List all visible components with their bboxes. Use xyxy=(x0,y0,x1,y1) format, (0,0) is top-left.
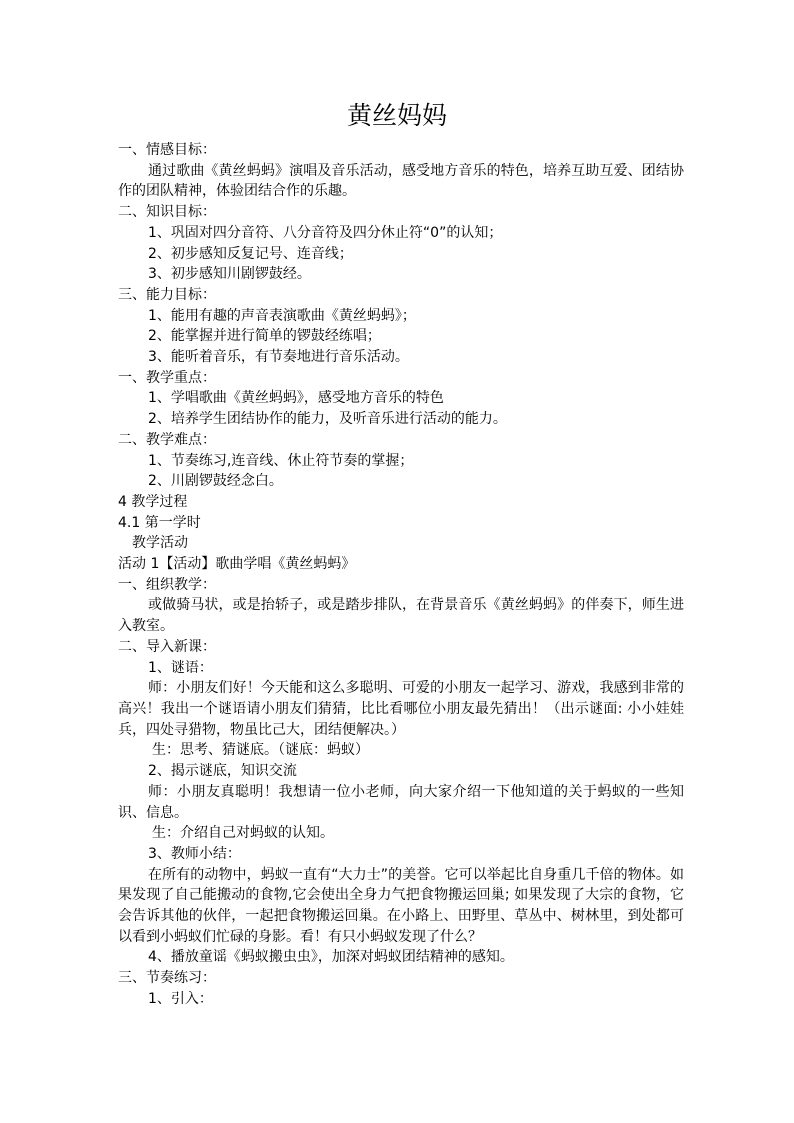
paragraph-ant-summary: 在所有的动物中，蚂蚁一直有“大力士”的美誉。它可以举起比自身重几千倍的物体。如果发现了自己能搬动的食物,它会使出全身力气把食物搬运回巢; 如果发现了大宗的食物，它会告诉其他的伙伴，一起把食物搬运回巢。在小路上、田野里、草丛中、树林里，到处都可以看到小蚂蚁们忙碌的身影。看！有只小蚂蚁发现了什么？ xyxy=(118,866,684,945)
list-item-ability-1: 1、能用有趣的声音表演歌曲《黄丝蚂蚂》； xyxy=(148,307,416,324)
paragraph-organize: 或做骑马状，或是抬轿子，或是踏步排队，在背景音乐《黄丝蚂蚂》的伴奏下，师生进入教室。 xyxy=(118,597,684,635)
subheading-teacher-summary: 3、教师小结： xyxy=(148,845,241,862)
list-item-knowledge-3: 3、初步感知川剧锣鼓经。 xyxy=(148,266,311,283)
section-heading-emotion-goals: 一、情感目标： xyxy=(118,142,216,158)
paragraph-teacher-riddle: 师：小朋友们好！今天能和这么多聪明、可爱的小朋友一起学习、游戏，我感到非常的高兴！我出一个谜语请小朋友们猜猜，比比看哪位小朋友最先猜出！（出示谜面: 小小娃娃兵，四处寻猎物，物虽比己大，团结便解决。） xyxy=(118,680,684,738)
section-heading-knowledge-goals: 二、知识目标： xyxy=(118,204,216,221)
section-heading-rhythm-practice: 三、节奏练习： xyxy=(118,970,216,987)
subheading-reveal: 2、揭示谜底，知识交流 xyxy=(148,763,297,780)
paragraph-emotion-goals: 通过歌曲《黄丝蚂蚂》演唱及音乐活动，感受地方音乐的特色，培养互助互爱、团结协作的团队精神，体验团结合作的乐趣。 xyxy=(118,162,684,200)
list-item-difficulty-1: 1、节奏练习,连音线、休止符节奏的掌握； xyxy=(148,452,414,469)
list-item-key-point-1: 1、学唱歌曲《黄丝蚂蚂》，感受地方音乐的特色 xyxy=(148,390,444,407)
section-heading-introduction: 二、导入新课： xyxy=(118,638,216,655)
subheading-riddle: 1、谜语： xyxy=(148,659,213,676)
list-item-ability-3: 3、能听着音乐，有节奏地进行音乐活动。 xyxy=(148,349,409,366)
heading-teaching-activity: 教学活动 xyxy=(132,535,188,552)
section-heading-difficulties: 二、教学难点： xyxy=(118,431,216,448)
paragraph-student-guess: 生：思考、猜谜底。（谜底：蚂蚁） xyxy=(152,742,369,759)
document-body xyxy=(118,140,684,1010)
list-item-play-song: 4、播放童谣《蚂蚁搬虫虫》，加深对蚂蚁团结精神的感知。 xyxy=(148,949,514,966)
section-heading-ability-goals: 三、能力目标： xyxy=(118,286,216,303)
section-heading-key-points: 一、教学重点： xyxy=(118,369,216,386)
list-item-ability-2: 2、能掌握并进行简单的锣鼓经练唱； xyxy=(148,328,381,345)
paragraph-student-intro: 生：介绍自己对蚂蚁的认知。 xyxy=(152,825,334,842)
list-item-knowledge-1: 1、巩固对四分音符、八分音符及四分休止符“0”的认知； xyxy=(148,224,503,241)
list-item-knowledge-2: 2、初步感知反复记号、连音线； xyxy=(148,245,353,262)
heading-first-lesson: 4.1 第一学时 xyxy=(118,514,201,531)
subheading-lead-in: 1、引入： xyxy=(148,990,213,1007)
document-title: 黄丝妈妈 xyxy=(346,101,447,130)
list-item-difficulty-2: 2、川剧锣鼓经念白。 xyxy=(148,473,283,490)
paragraph-teacher-praise: 师：小朋友真聪明！我想请一位小老师，向大家介绍一下他知道的关于蚂蚁的一些知识、信息。 xyxy=(118,783,684,821)
heading-teaching-process: 4 教学过程 xyxy=(118,493,188,510)
section-heading-organize: 一、组织教学： xyxy=(118,576,216,593)
list-item-key-point-2: 2、培养学生团结协作的能力，及听音乐进行活动的能力。 xyxy=(148,411,507,428)
heading-activity-1: 活动 1【活动】歌曲学唱《黄丝蚂蚂》 xyxy=(118,556,356,573)
